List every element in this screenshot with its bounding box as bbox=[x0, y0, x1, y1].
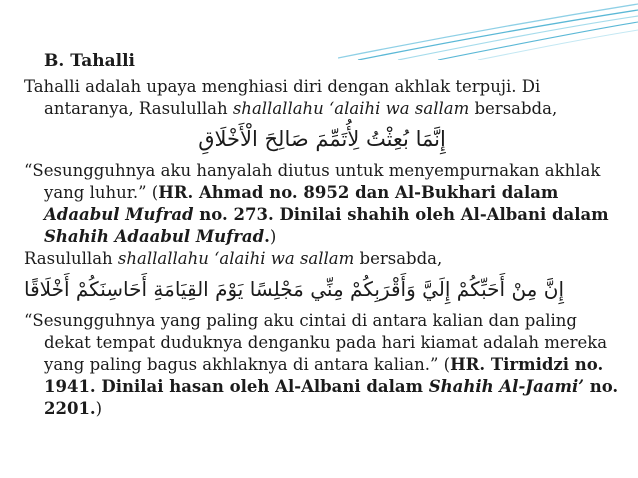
text: “Sesungguhnya aku hanyalah diutus untuk menyempurnakan akhlak yang luhur.” ( bbox=[24, 161, 601, 202]
paragraph-hadith-2-translation bbox=[24, 310, 620, 420]
bold-text: HR. Ahmad no. 8952 dan Al-Bukhari dalam bbox=[158, 183, 559, 202]
text: Rasulullah bbox=[24, 249, 118, 268]
bold-italic-text: Shahih Al-Jaami’ bbox=[428, 377, 584, 396]
arabic-hadith-1: إِنَّمَا بُعِثْتُ لِأُتَمِّمَ صَالِحَ الْأَخْلَاقِ bbox=[198, 127, 446, 151]
bold-text: HR. Tirmidzi no. 1941. Dinilai hasan oleh Al-Albani dalam bbox=[44, 355, 604, 396]
bold-text: . bbox=[264, 227, 270, 246]
bold-text: no. 273. Dinilai shahih oleh Al-Albani dalam bbox=[193, 205, 609, 224]
slide-content bbox=[24, 50, 620, 420]
paragraph-tahalli-definition bbox=[24, 76, 620, 120]
text: bersabda, bbox=[469, 99, 558, 118]
bold-italic-text: Adaabul Mufrad bbox=[44, 205, 194, 224]
paragraph-rasulullah-bersabda bbox=[24, 248, 620, 270]
bold-text: no. 2201. bbox=[44, 377, 619, 418]
italic-text: shallallahu ‘alaihi wa sallam bbox=[117, 249, 355, 268]
section-heading: B. Tahalli bbox=[44, 51, 135, 71]
text: “Sesungguhnya yang paling aku cintai di antara kalian dan paling dekat tempat duduknya denganku pada hari kiamat adalah mereka yang paling bagus akhlaknya di antara kalian.” ( bbox=[24, 311, 608, 374]
italic-text: shallallahu ‘alaihi wa sallam bbox=[232, 99, 470, 118]
text: bersabda, bbox=[354, 249, 443, 268]
paragraph-hadith-1-translation bbox=[24, 160, 620, 248]
arabic-hadith-2: إِنَّ مِنْ أَحَبِّكُمْ إِلَيَّ وَأَقْرَبِكُمْ مِنِّي مَجْلِسًا يَوْمَ القِيَامَةِ أَحَاسِنَكُمْ أَخْلَاقًا bbox=[24, 277, 564, 301]
text: Tahalli adalah upaya menghiasi diri dengan akhlak terpuji. Di antaranya, Rasulullah bbox=[24, 77, 541, 118]
bold-italic-text: Shahih Adaabul Mufrad bbox=[44, 227, 265, 246]
text: ) bbox=[269, 227, 277, 246]
text: ) bbox=[95, 399, 103, 418]
